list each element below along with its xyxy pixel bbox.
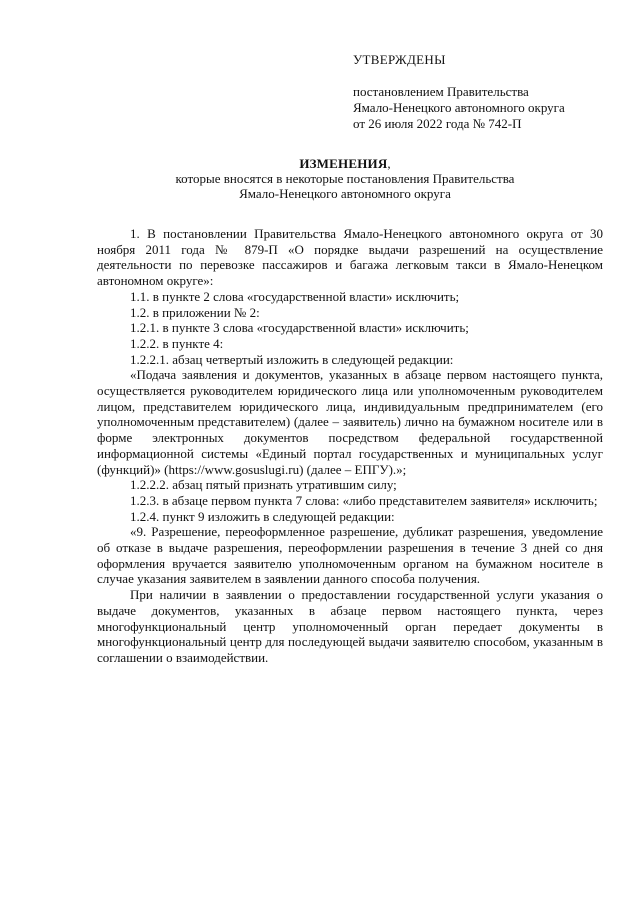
paragraph: 1.2.1. в пункте 3 слова «государственной власти» исключить; <box>130 320 469 336</box>
heading-title-suffix: , <box>387 156 391 171</box>
paragraph: «Подача заявления и документов, указанных в абзаце первом настоящего пункта, осуществляется руководителем юридического лица или уполномоченным руководителем лицом, представителем юридического лица, индивидуальным предпринимателем (его уполномоченным представителем) (далее – заявитель) лично на бумажном носителе или в форме электронных документов посредством федеральной государственной информационной системы «Единый портал государственных и муниципальных услуг (функций)» (https://www.gosuslugi.ru) (далее – ЕПГУ).»; <box>97 367 603 477</box>
paragraph: 1.2.4. пункт 9 изложить в следующей редакции: <box>130 508 395 524</box>
document-body <box>97 226 603 666</box>
paragraph: При наличии в заявлении о предоставлении государственной услуги указания о выдаче документов, указанных в абзаце первом настоящего пункта, через многофункциональный центр уполномоченный орган передает документы в многофункциональный центр для последующей выдачи заявителю способом, указанным в соглашении о взаимодействии. <box>97 587 603 665</box>
approval-line-2: Ямало-Ненецкого автономного округа <box>353 100 565 115</box>
paragraph: 1.2.2.1. абзац четвертый изложить в следующей редакции: <box>130 351 454 367</box>
heading-title: ИЗМЕНЕНИЯ <box>299 156 388 171</box>
paragraph: 1.2.3. в абзаце первом пункта 7 слова: «либо представителем заявителя» исключить; <box>130 492 598 508</box>
paragraph: 1.2.2.2. абзац пятый признать утратившим силу; <box>130 477 397 493</box>
heading-line-1: которые вносятся в некоторые постановления Правительства <box>175 171 515 186</box>
approved-label: УТВЕРЖДЕНЫ <box>353 52 446 67</box>
paragraph: 1. В постановлении Правительства Ямало-Ненецкого автономного округа от 30 ноября 2011 года № 879-П «О порядке выдачи разрешений на осуществление деятельности по перевозке пассажиров и багажа легковым такси в Ямало-Ненецком автономном округе»: <box>97 226 603 289</box>
approval-line-1: постановлением Правительства <box>353 84 529 99</box>
heading-line-2: Ямало-Ненецкого автономного округа <box>239 186 451 201</box>
document-heading <box>90 156 600 201</box>
approval-line-3: от 26 июля 2022 года № 742-П <box>353 116 522 131</box>
paragraph: 1.1. в пункте 2 слова «государственной власти» исключить; <box>130 288 460 304</box>
paragraph: 1.2. в приложении № 2: <box>130 304 260 320</box>
heading-title-row <box>90 156 600 171</box>
paragraph: 1.2.2. в пункте 4: <box>130 335 224 351</box>
paragraph: «9. Разрешение, переоформленное разрешение, дубликат разрешения, уведомление об отказе в выдаче разрешения, переоформлении разрешения в течение 3 дней со дня оформления вручается заявителю уполномоченным органом на бумажном носителе в случае указания заявителем в заявлении данного способа получения. <box>97 524 603 587</box>
approval-stamp <box>353 52 623 132</box>
